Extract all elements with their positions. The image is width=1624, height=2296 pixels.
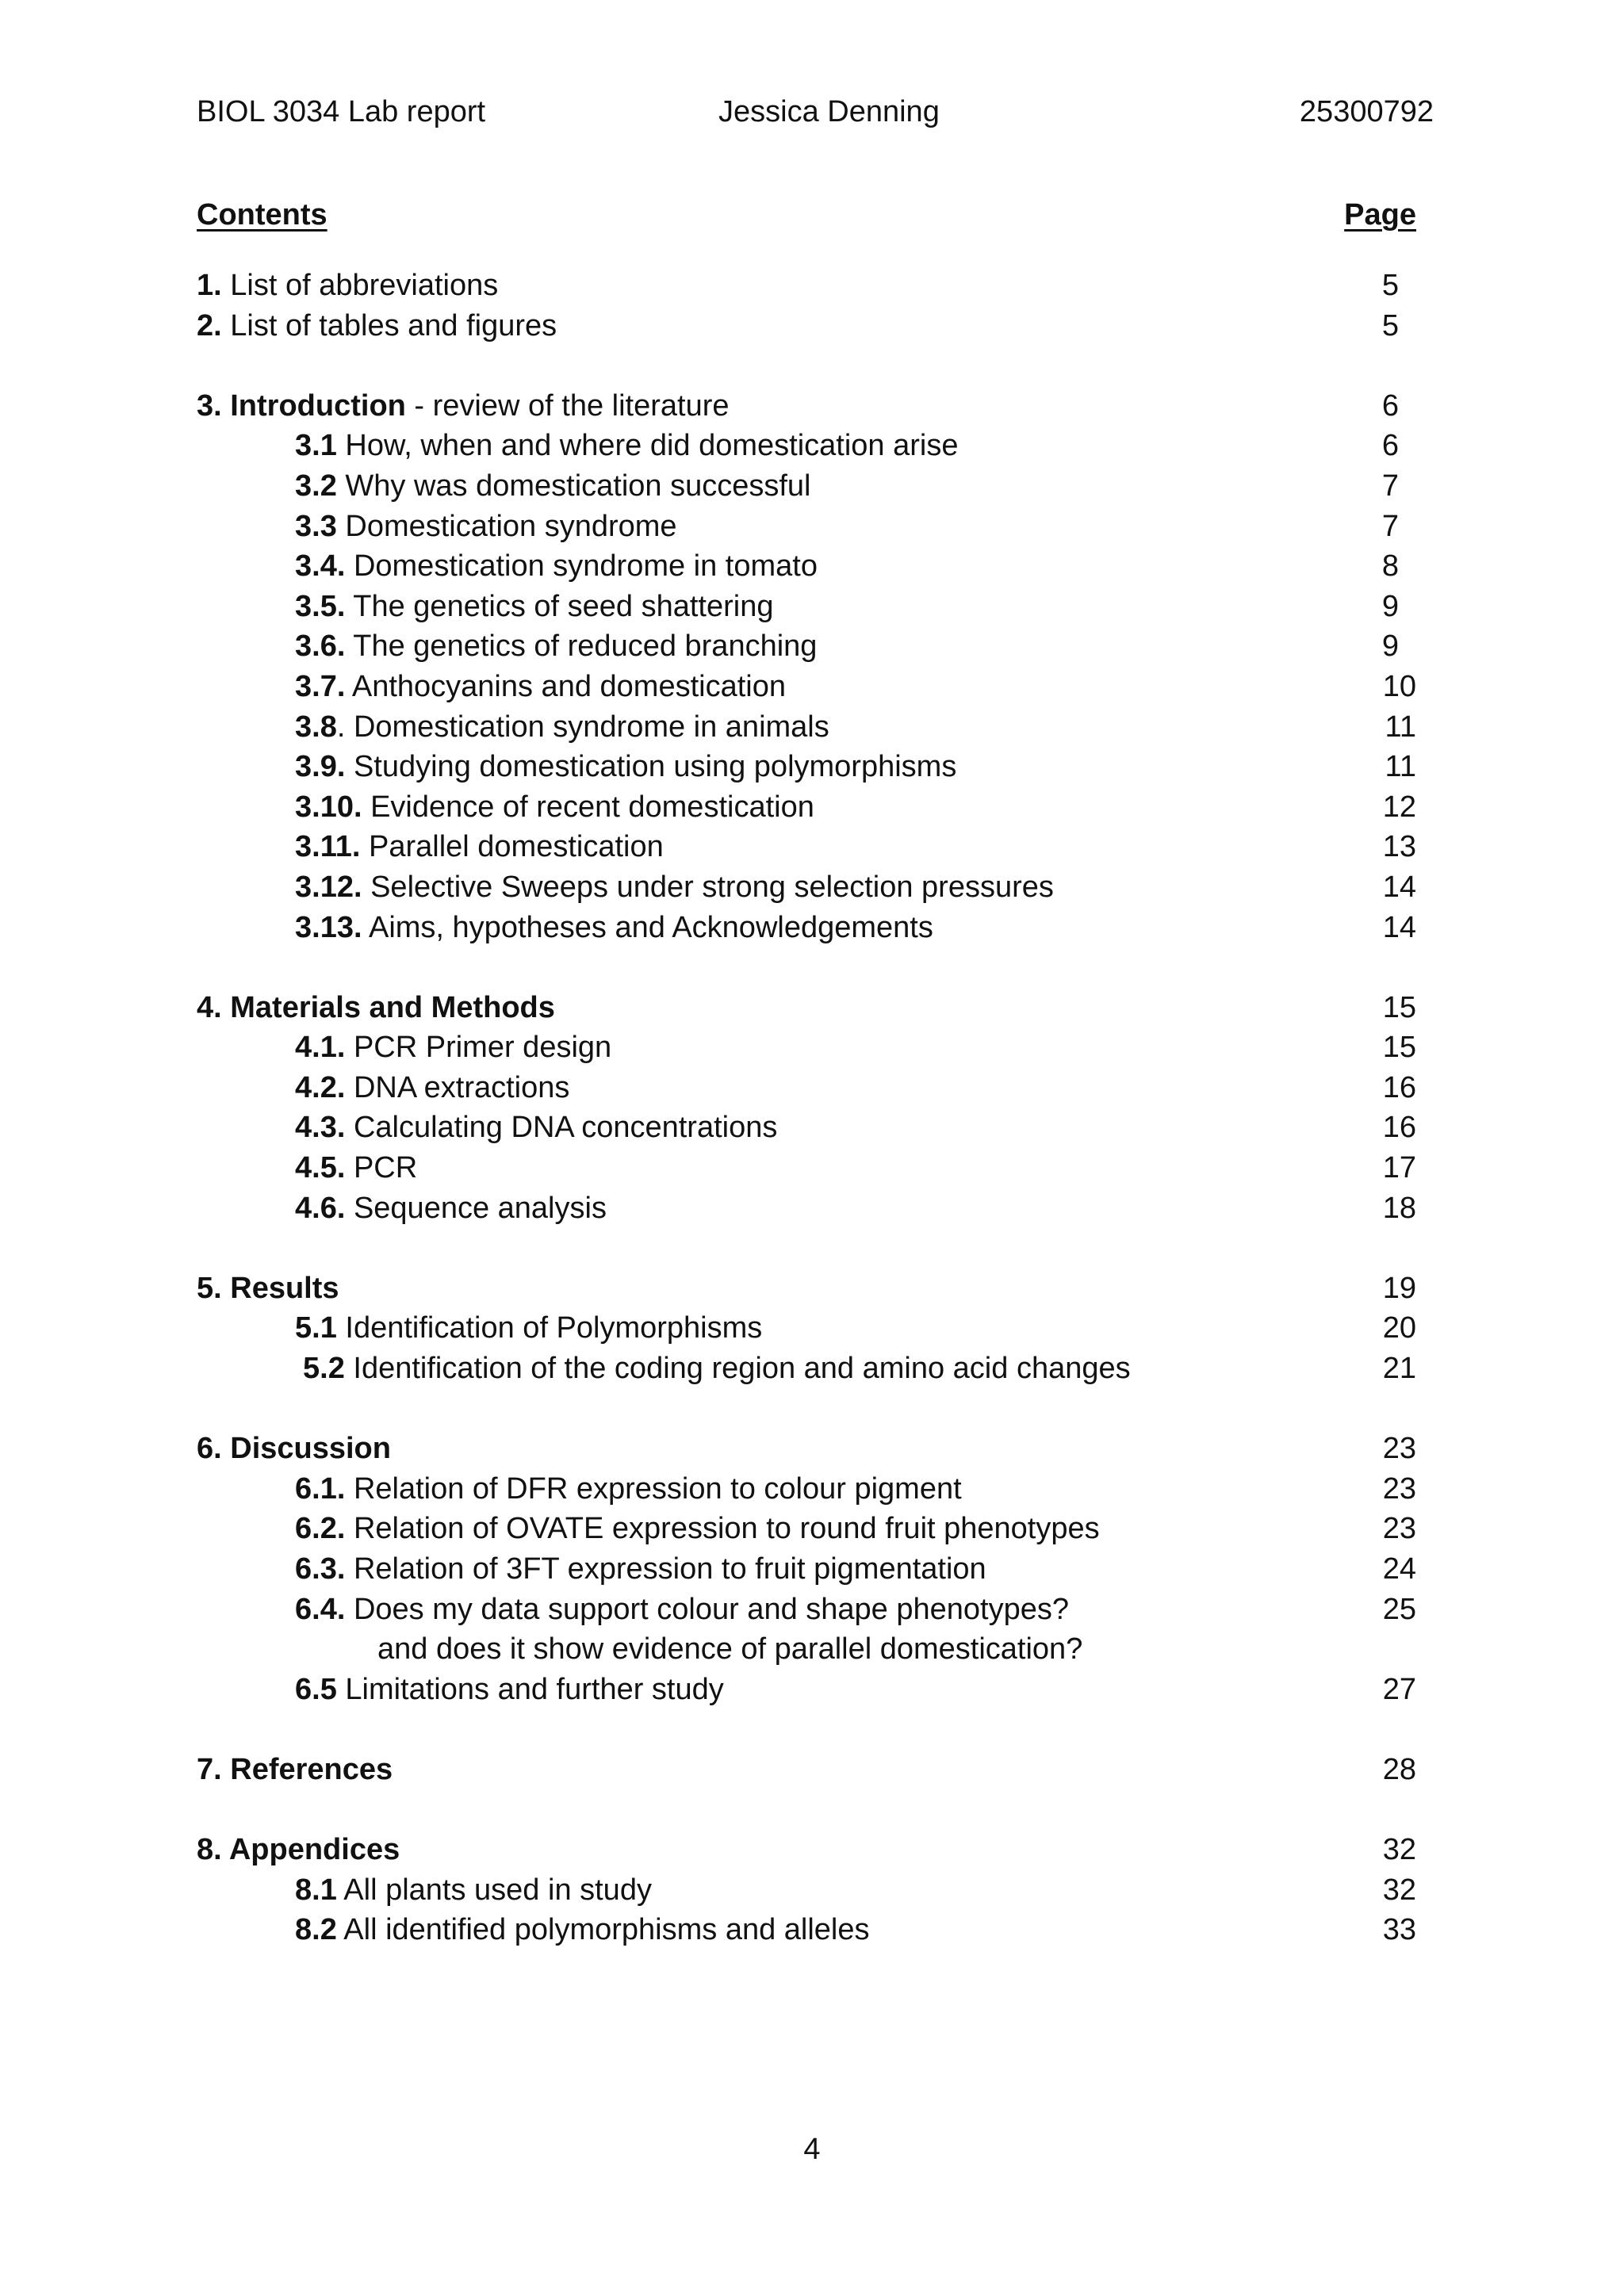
- toc-number: 3.8: [295, 710, 337, 744]
- toc-number: 6.1.: [295, 1471, 346, 1506]
- toc-number: 1.: [197, 269, 222, 302]
- toc-page: 5: [1381, 308, 1399, 342]
- toc-entry: [197, 587, 1416, 627]
- toc-entry: [197, 707, 1416, 748]
- toc-page: 33: [1382, 1913, 1416, 1947]
- toc-number: 6.2.: [295, 1512, 346, 1546]
- toc-number: 6.3.: [295, 1552, 346, 1586]
- toc-title: List of tables and figures: [221, 308, 557, 342]
- toc-title: All plants used in study: [336, 1873, 652, 1907]
- toc-number: 4.2.: [295, 1070, 346, 1104]
- toc-page: 16: [1382, 1070, 1416, 1104]
- toc-page: 23: [1382, 1471, 1416, 1506]
- toc-number: 4.3.: [295, 1111, 346, 1145]
- toc-page: 5: [1381, 269, 1399, 302]
- toc-entry: [197, 787, 1416, 828]
- toc-section-introduction: [197, 386, 1416, 427]
- student-id: 25300792: [1299, 95, 1434, 128]
- toc-entry: [197, 1509, 1416, 1549]
- toc-number: 4.6.: [295, 1191, 346, 1225]
- toc-entry: [197, 908, 1416, 948]
- toc-page: 8: [1381, 549, 1399, 584]
- toc-title: Aims, hypotheses and Acknowledgements: [362, 910, 933, 944]
- toc-number: 4. Materials and Methods: [197, 990, 555, 1024]
- toc-title: Studying domestication using polymorphisms: [345, 750, 957, 784]
- toc-number: 3.5.: [295, 589, 346, 623]
- toc-entry: [197, 266, 1416, 306]
- toc-page: 15: [1382, 990, 1416, 1024]
- toc-number: 7. References: [197, 1752, 393, 1786]
- toc-title: Limitations and further study: [336, 1672, 724, 1706]
- page-column-label: Page: [1344, 198, 1416, 232]
- toc-title: Evidence of recent domestication: [362, 790, 814, 824]
- toc-title: The genetics of reduced branching: [345, 629, 818, 664]
- toc-title: Relation of 3FT expression to fruit pigmentation: [345, 1552, 986, 1586]
- toc-title: Does my data support colour and shape phenotypes?: [345, 1592, 1069, 1626]
- toc-number: 3.4.: [295, 549, 346, 584]
- toc-number: 8.2: [295, 1913, 337, 1947]
- toc-title: Domestication syndrome: [336, 509, 677, 543]
- toc-title: and does it show evidence of parallel domestication?: [377, 1632, 1083, 1667]
- author-name: Jessica Denning: [718, 95, 940, 128]
- course-code: BIOL 3034 Lab report: [197, 95, 486, 128]
- toc-number: 6. Discussion: [197, 1432, 391, 1466]
- toc-entry: [197, 1148, 1416, 1188]
- toc-page: 13: [1382, 830, 1416, 864]
- toc-page: 7: [1381, 509, 1399, 543]
- table-of-contents: [197, 266, 1416, 1950]
- toc-page: 18: [1382, 1191, 1416, 1225]
- toc-entry: [197, 1670, 1416, 1710]
- toc-title: Why was domestication successful: [336, 469, 811, 503]
- toc-entry: [197, 626, 1416, 667]
- toc-entry: [197, 747, 1416, 787]
- toc-number: 8. Appendices: [197, 1833, 400, 1867]
- contents-heading-row: [197, 198, 1416, 238]
- toc-entry: [197, 1108, 1416, 1148]
- toc-number: 5. Results: [197, 1271, 339, 1305]
- toc-number: 6.5: [295, 1672, 337, 1706]
- toc-number: 3.6.: [295, 629, 346, 664]
- toc-title: All identified polymorphisms and alleles: [336, 1913, 870, 1947]
- toc-entry: [197, 466, 1416, 507]
- toc-number: 3.1: [295, 429, 337, 463]
- toc-entry: [197, 827, 1416, 867]
- toc-page: 11: [1385, 750, 1416, 784]
- toc-entry: [197, 1469, 1416, 1510]
- toc-number: 3.3: [295, 509, 337, 543]
- toc-entry: [197, 1549, 1416, 1590]
- toc-page: 12: [1382, 790, 1416, 824]
- toc-section-references: [197, 1750, 1416, 1790]
- toc-entry: [197, 667, 1416, 707]
- toc-entry: [197, 867, 1416, 908]
- toc-page: 9: [1381, 589, 1399, 623]
- toc-number: 3.7.: [295, 669, 346, 703]
- toc-page: 21: [1382, 1352, 1416, 1386]
- toc-page: 9: [1381, 629, 1399, 664]
- toc-page: 32: [1382, 1833, 1416, 1867]
- toc-page: 6: [1381, 429, 1399, 463]
- toc-title: How, when and where did domestication arise: [336, 429, 959, 463]
- toc-page: 23: [1382, 1432, 1416, 1466]
- toc-number: 4.1.: [295, 1031, 346, 1065]
- toc-entry: [197, 306, 1416, 346]
- toc-section-results: [197, 1269, 1416, 1309]
- toc-title: Parallel domestication: [360, 830, 664, 864]
- toc-number: 8.1: [295, 1873, 337, 1907]
- toc-page: 14: [1382, 910, 1416, 944]
- toc-entry: [197, 1870, 1416, 1911]
- toc-number: 4.5.: [295, 1151, 346, 1185]
- toc-page: 25: [1382, 1592, 1416, 1626]
- toc-page: 23: [1382, 1512, 1416, 1546]
- toc-page: 6: [1381, 388, 1399, 423]
- toc-entry: [197, 1308, 1416, 1349]
- contents-title: Contents: [197, 198, 327, 232]
- toc-page: 11: [1385, 710, 1416, 744]
- toc-title: Domestication syndrome in tomato: [345, 549, 818, 584]
- toc-title: Anthocyanins and domestication: [345, 669, 786, 703]
- toc-page: 24: [1382, 1552, 1416, 1586]
- toc-title: DNA extractions: [345, 1070, 570, 1104]
- toc-number: 3.13.: [295, 910, 362, 944]
- toc-title: Sequence analysis: [345, 1191, 607, 1225]
- toc-title: . Domestication syndrome in animals: [336, 710, 829, 744]
- toc-page: 10: [1382, 669, 1416, 703]
- toc-number: 5.1: [295, 1311, 337, 1345]
- toc-section-appendices: [197, 1830, 1416, 1870]
- toc-section-discussion: [197, 1429, 1416, 1469]
- toc-entry: [197, 1027, 1416, 1068]
- toc-page: 17: [1382, 1151, 1416, 1185]
- toc-title: Relation of DFR expression to colour pigment: [345, 1471, 962, 1506]
- toc-page: 15: [1382, 1031, 1416, 1065]
- toc-entry: [197, 1349, 1416, 1389]
- toc-section-methods: [197, 988, 1416, 1028]
- toc-page: 32: [1382, 1873, 1416, 1907]
- toc-page: 27: [1382, 1672, 1416, 1706]
- toc-page: 28: [1382, 1752, 1416, 1786]
- toc-number: 3. Introduction: [197, 388, 406, 423]
- toc-title: Selective Sweeps under strong selection pressures: [362, 870, 1054, 904]
- toc-page: 19: [1382, 1271, 1416, 1305]
- toc-number: 3.9.: [295, 750, 346, 784]
- toc-number: 5.2: [303, 1352, 345, 1386]
- toc-entry: [197, 1188, 1416, 1229]
- toc-title: List of abbreviations: [221, 269, 499, 302]
- toc-entry: [197, 1910, 1416, 1950]
- toc-number: 3.10.: [295, 790, 362, 824]
- toc-number: 3.11.: [295, 830, 361, 864]
- toc-title: Identification of the coding region and amino acid changes: [344, 1352, 1131, 1386]
- toc-number: 3.2: [295, 469, 337, 503]
- page-header: [197, 95, 1434, 135]
- toc-title: PCR Primer design: [345, 1031, 612, 1065]
- toc-title: Calculating DNA concentrations: [345, 1111, 778, 1145]
- toc-title: PCR: [345, 1151, 418, 1185]
- toc-entry: [197, 1590, 1416, 1630]
- toc-entry: [197, 426, 1416, 466]
- toc-page: 7: [1381, 469, 1399, 503]
- toc-entry: [197, 1068, 1416, 1108]
- toc-page: 14: [1382, 870, 1416, 904]
- toc-entry-continuation: [197, 1629, 1416, 1670]
- toc-number: 6.4.: [295, 1592, 346, 1626]
- toc-number: 3.12.: [295, 870, 362, 904]
- toc-number: 2.: [197, 308, 222, 342]
- toc-title: The genetics of seed shattering: [345, 589, 774, 623]
- toc-title: Identification of Polymorphisms: [336, 1311, 763, 1345]
- toc-page: 16: [1382, 1111, 1416, 1145]
- toc-title: Relation of OVATE expression to round fruit phenotypes: [345, 1512, 1100, 1546]
- toc-entry: [197, 546, 1416, 587]
- toc-page: 20: [1382, 1311, 1416, 1345]
- toc-title: - review of the literature: [405, 388, 730, 423]
- toc-entry: [197, 507, 1416, 547]
- page-number: 4: [803, 2133, 821, 2166]
